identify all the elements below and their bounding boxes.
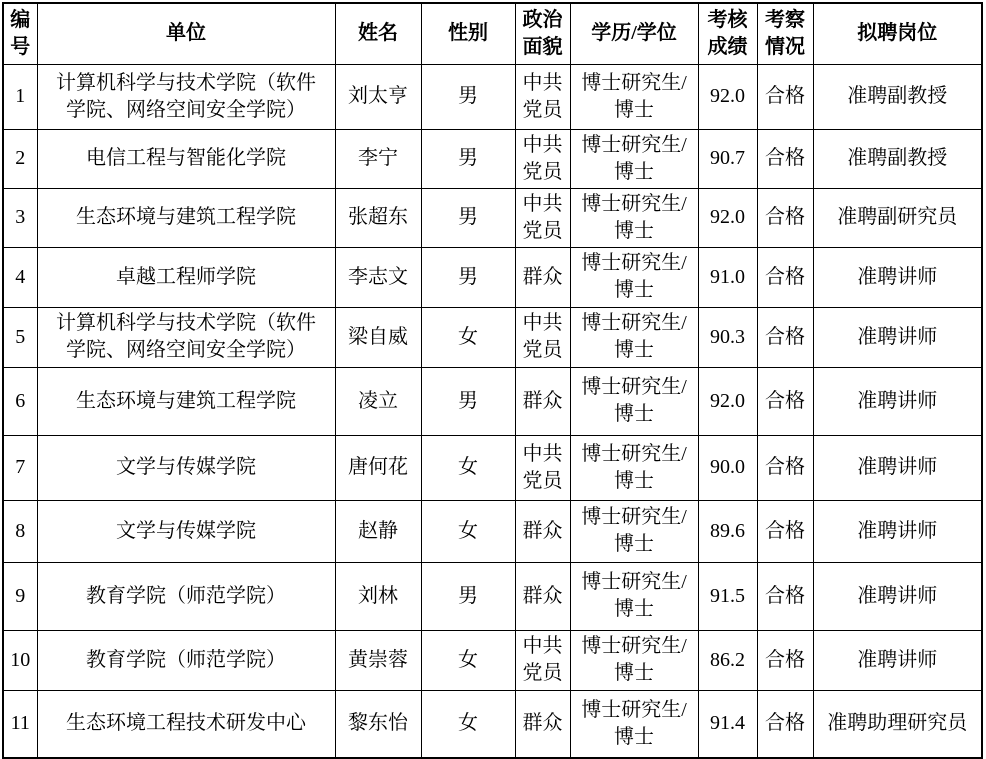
table-row	[3, 64, 982, 129]
cell-proposed-position: 准聘副教授	[813, 64, 982, 129]
cell-assessment-score: 92.0	[698, 367, 757, 435]
cell-assessment-score: 90.7	[698, 129, 757, 188]
cell-political-status: 中共党员	[515, 64, 570, 129]
table-row	[3, 690, 982, 758]
cell-proposed-position: 准聘讲师	[813, 630, 982, 690]
table-row	[3, 500, 982, 562]
cell-proposed-position: 准聘讲师	[813, 500, 982, 562]
cell-gender: 女	[421, 435, 515, 500]
cell-inspection: 合格	[757, 630, 813, 690]
cell-proposed-position: 准聘助理研究员	[813, 690, 982, 758]
cell-education-degree: 博士研究生/博士	[570, 64, 698, 129]
cell-gender: 男	[421, 367, 515, 435]
cell-number: 11	[3, 690, 37, 758]
table-row	[3, 562, 982, 630]
header-row	[3, 3, 982, 64]
table-row	[3, 367, 982, 435]
table-row	[3, 435, 982, 500]
cell-inspection: 合格	[757, 500, 813, 562]
cell-political-status: 中共党员	[515, 630, 570, 690]
cell-inspection: 合格	[757, 247, 813, 307]
cell-assessment-score: 90.3	[698, 307, 757, 367]
cell-gender: 女	[421, 307, 515, 367]
cell-unit: 生态环境与建筑工程学院	[37, 367, 335, 435]
cell-education-degree: 博士研究生/博士	[570, 188, 698, 247]
cell-assessment-score: 86.2	[698, 630, 757, 690]
cell-proposed-position: 准聘讲师	[813, 247, 982, 307]
cell-gender: 女	[421, 690, 515, 758]
cell-education-degree: 博士研究生/博士	[570, 129, 698, 188]
cell-name: 唐何花	[335, 435, 421, 500]
cell-gender: 男	[421, 188, 515, 247]
col-header-political-status: 政治面貌	[515, 3, 570, 64]
cell-number: 2	[3, 129, 37, 188]
cell-education-degree: 博士研究生/博士	[570, 307, 698, 367]
cell-inspection: 合格	[757, 188, 813, 247]
cell-unit: 电信工程与智能化学院	[37, 129, 335, 188]
col-header-proposed-position: 拟聘岗位	[813, 3, 982, 64]
table-body	[3, 64, 982, 758]
cell-name: 凌立	[335, 367, 421, 435]
table-row	[3, 129, 982, 188]
cell-proposed-position: 准聘讲师	[813, 562, 982, 630]
cell-number: 1	[3, 64, 37, 129]
cell-political-status: 中共党员	[515, 129, 570, 188]
cell-unit: 计算机科学与技术学院（软件学院、网络空间安全学院）	[37, 64, 335, 129]
table-row	[3, 307, 982, 367]
col-header-number: 编号	[3, 3, 37, 64]
cell-number: 8	[3, 500, 37, 562]
cell-unit: 教育学院（师范学院）	[37, 562, 335, 630]
cell-inspection: 合格	[757, 562, 813, 630]
cell-political-status: 中共党员	[515, 435, 570, 500]
cell-political-status: 群众	[515, 367, 570, 435]
col-header-inspection: 考察情况	[757, 3, 813, 64]
cell-proposed-position: 准聘副教授	[813, 129, 982, 188]
cell-unit: 生态环境与建筑工程学院	[37, 188, 335, 247]
cell-number: 9	[3, 562, 37, 630]
cell-gender: 女	[421, 500, 515, 562]
cell-number: 7	[3, 435, 37, 500]
col-header-unit: 单位	[37, 3, 335, 64]
cell-name: 刘太亨	[335, 64, 421, 129]
cell-assessment-score: 91.5	[698, 562, 757, 630]
cell-education-degree: 博士研究生/博士	[570, 435, 698, 500]
cell-political-status: 群众	[515, 500, 570, 562]
cell-name: 梁自威	[335, 307, 421, 367]
cell-inspection: 合格	[757, 307, 813, 367]
col-header-name: 姓名	[335, 3, 421, 64]
cell-gender: 女	[421, 630, 515, 690]
cell-name: 赵静	[335, 500, 421, 562]
cell-inspection: 合格	[757, 64, 813, 129]
cell-proposed-position: 准聘副研究员	[813, 188, 982, 247]
col-header-education-degree: 学历/学位	[570, 3, 698, 64]
cell-assessment-score: 91.4	[698, 690, 757, 758]
cell-political-status: 群众	[515, 247, 570, 307]
cell-political-status: 中共党员	[515, 188, 570, 247]
cell-assessment-score: 91.0	[698, 247, 757, 307]
cell-name: 黄崇蓉	[335, 630, 421, 690]
cell-unit: 卓越工程师学院	[37, 247, 335, 307]
cell-inspection: 合格	[757, 129, 813, 188]
cell-number: 3	[3, 188, 37, 247]
cell-inspection: 合格	[757, 367, 813, 435]
cell-name: 李宁	[335, 129, 421, 188]
cell-gender: 男	[421, 64, 515, 129]
cell-inspection: 合格	[757, 435, 813, 500]
col-header-gender: 性别	[421, 3, 515, 64]
cell-number: 10	[3, 630, 37, 690]
cell-education-degree: 博士研究生/博士	[570, 367, 698, 435]
cell-proposed-position: 准聘讲师	[813, 307, 982, 367]
table-row	[3, 247, 982, 307]
cell-education-degree: 博士研究生/博士	[570, 630, 698, 690]
cell-assessment-score: 92.0	[698, 188, 757, 247]
cell-name: 黎东怡	[335, 690, 421, 758]
cell-proposed-position: 准聘讲师	[813, 435, 982, 500]
cell-education-degree: 博士研究生/博士	[570, 500, 698, 562]
col-header-assessment-score: 考核成绩	[698, 3, 757, 64]
cell-unit: 教育学院（师范学院）	[37, 630, 335, 690]
cell-number: 5	[3, 307, 37, 367]
cell-education-degree: 博士研究生/博士	[570, 562, 698, 630]
cell-political-status: 群众	[515, 562, 570, 630]
table-row	[3, 188, 982, 247]
cell-unit: 文学与传媒学院	[37, 435, 335, 500]
cell-number: 6	[3, 367, 37, 435]
table-row	[3, 630, 982, 690]
cell-education-degree: 博士研究生/博士	[570, 247, 698, 307]
cell-name: 刘林	[335, 562, 421, 630]
cell-assessment-score: 90.0	[698, 435, 757, 500]
cell-unit: 生态环境工程技术研发中心	[37, 690, 335, 758]
cell-education-degree: 博士研究生/博士	[570, 690, 698, 758]
cell-assessment-score: 92.0	[698, 64, 757, 129]
cell-name: 张超东	[335, 188, 421, 247]
cell-political-status: 中共党员	[515, 307, 570, 367]
cell-name: 李志文	[335, 247, 421, 307]
cell-political-status: 群众	[515, 690, 570, 758]
cell-gender: 男	[421, 247, 515, 307]
cell-unit: 计算机科学与技术学院（软件学院、网络空间安全学院）	[37, 307, 335, 367]
cell-assessment-score: 89.6	[698, 500, 757, 562]
cell-gender: 男	[421, 562, 515, 630]
cell-number: 4	[3, 247, 37, 307]
cell-inspection: 合格	[757, 690, 813, 758]
cell-gender: 男	[421, 129, 515, 188]
recruitment-roster-table	[2, 2, 983, 759]
cell-proposed-position: 准聘讲师	[813, 367, 982, 435]
cell-unit: 文学与传媒学院	[37, 500, 335, 562]
